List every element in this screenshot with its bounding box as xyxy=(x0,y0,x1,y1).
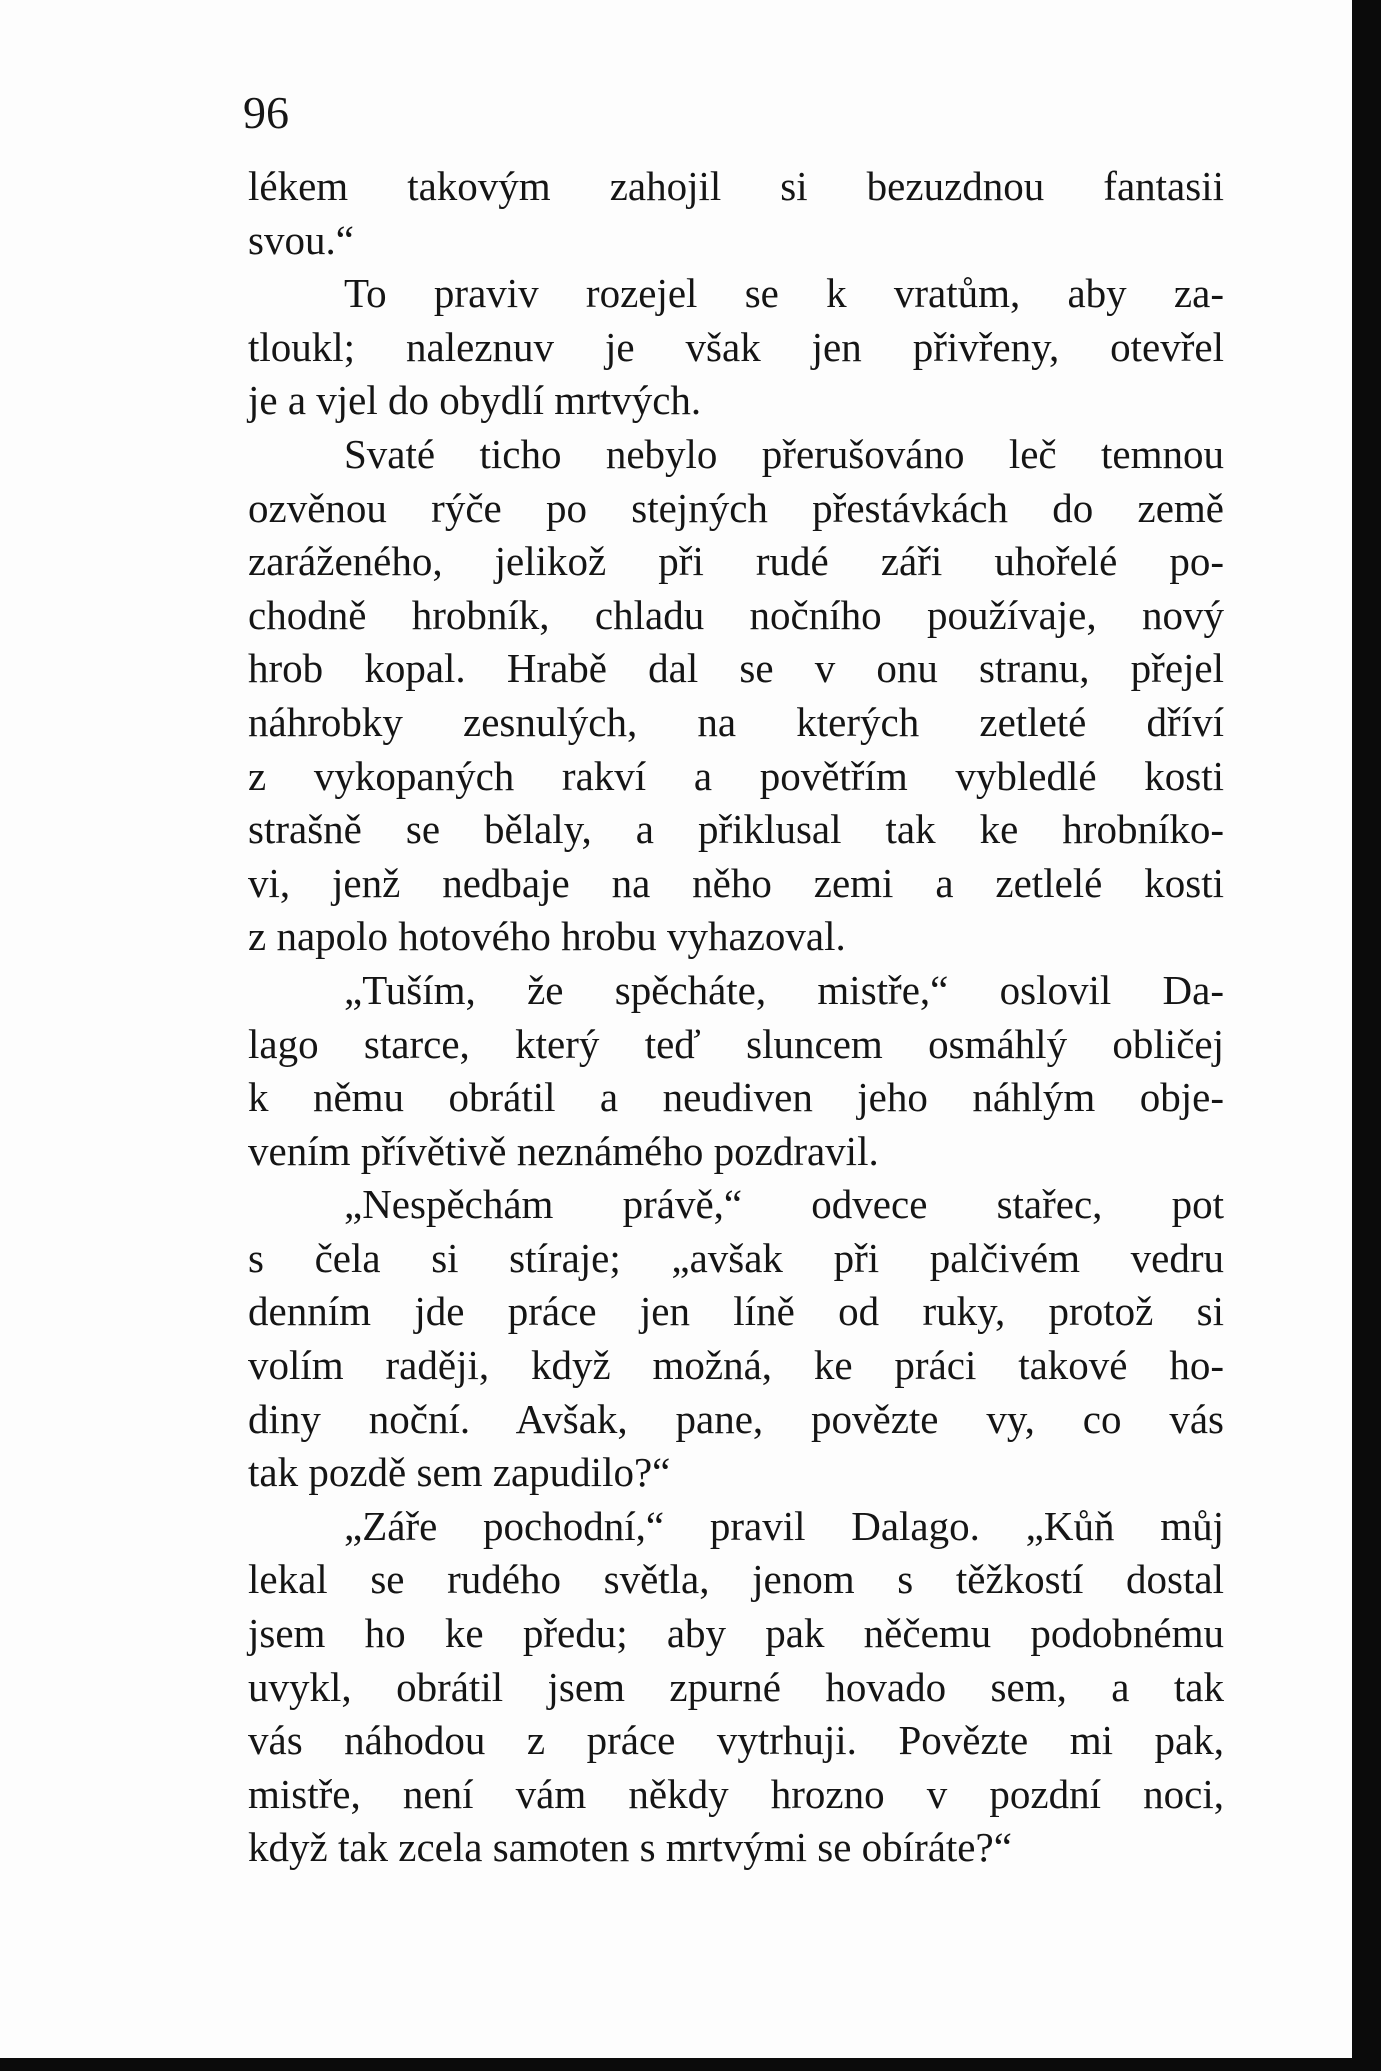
text-line: mistře, není vám někdy hrozno v pozdní noci, xyxy=(248,1770,1224,1817)
text-line: lékem takovým zahojil si bezuzdnou fantasii xyxy=(248,163,1224,209)
text-line: vás náhodou z práce vytrhuji. Povězte mi pak, xyxy=(248,1717,1224,1764)
text-line: strašně se bělaly, a přiklusal tak ke hrobníko- xyxy=(248,806,1224,853)
text-line: uvykl, obrátil jsem zpurné hovado sem, a tak xyxy=(248,1663,1224,1710)
paragraph-start-line: „Tuším, že spěcháte, mistře,“ oslovil Da- xyxy=(344,966,1224,1013)
text-line: hrob kopal. Hrabě dal se v onu stranu, přejel xyxy=(248,645,1224,692)
page-number: 96 xyxy=(243,87,289,138)
text-line: lago starce, který teď sluncem osmáhlý obličej xyxy=(248,1020,1224,1067)
text-line: náhrobky zesnulých, na kterých zetleté dříví xyxy=(248,698,1224,745)
text-line: vením přívětivě neznámého pozdravil. xyxy=(248,1127,879,1174)
scan-border-right xyxy=(1352,0,1381,2071)
text-line: diny noční. Avšak, pane, povězte vy, co vás xyxy=(248,1395,1224,1442)
text-line: jsem ho ke předu; aby pak něčemu podobnému xyxy=(248,1610,1224,1657)
text-line: svou.“ xyxy=(248,216,354,263)
text-line: s čela si stíraje; „avšak při palčivém vedru xyxy=(248,1234,1224,1281)
text-line: lekal se rudého světla, jenom s těžkostí dostal xyxy=(248,1556,1224,1603)
text-line: chodně hrobník, chladu nočního používaje, nový xyxy=(248,591,1224,638)
scan-border-bottom xyxy=(0,2058,1381,2071)
text-line: zaráženého, jelikož při rudé záři uhořelé po- xyxy=(248,538,1224,585)
text-line: když tak zcela samoten s mrtvými se obíráte?“ xyxy=(248,1824,1012,1871)
body-text xyxy=(248,160,1224,1875)
paragraph-start-line: „Nespěchám právě,“ odvece stařec, pot xyxy=(344,1181,1224,1228)
text-line: volím raději, když možná, ke práci takové ho- xyxy=(248,1342,1224,1389)
text-line: vi, jenž nedbaje na něho zemi a zetlelé kosti xyxy=(248,859,1224,906)
text-line: z napolo hotového hrobu vyhazoval. xyxy=(248,913,846,960)
paragraph-start-line: „Záře pochodní,“ pravil Dalago. „Kůň můj xyxy=(344,1502,1224,1549)
text-line: z vykopaných rakví a povětřím vybledlé kosti xyxy=(248,752,1224,799)
text-line: je a vjel do obydlí mrtvých. xyxy=(248,377,702,424)
paragraph-start-line: Svaté ticho nebylo přerušováno leč temnou xyxy=(344,430,1224,477)
text-line: ozvěnou rýče po stejných přestávkách do země xyxy=(248,484,1224,531)
text-line: k němu obrátil a neudiven jeho náhlým obje- xyxy=(248,1074,1224,1121)
text-line: denním jde práce jen líně od ruky, protož si xyxy=(248,1288,1224,1335)
text-line: tloukl; naleznuv je však jen přivřeny, otevřel xyxy=(248,323,1224,370)
paragraph-start-line: To praviv rozejel se k vratům, aby za- xyxy=(344,270,1224,317)
text-line: tak pozdě sem zapudilo?“ xyxy=(248,1449,671,1496)
